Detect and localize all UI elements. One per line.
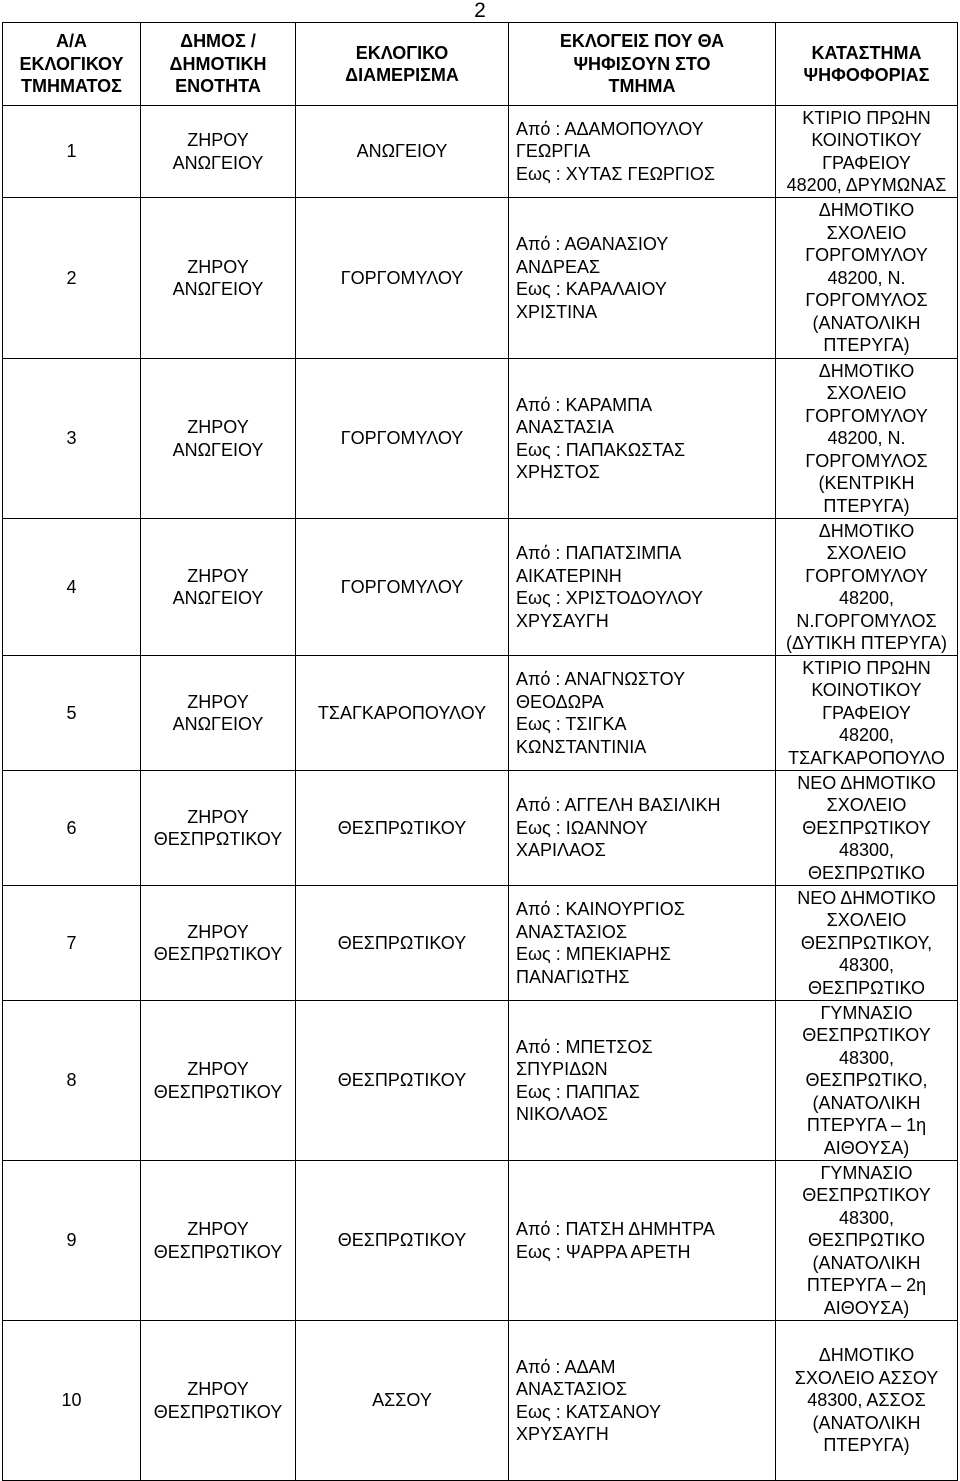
- station-line: (ΑΝΑΤΟΛΙΚΗ: [812, 1252, 921, 1273]
- polling-station-cell: [776, 519, 958, 656]
- voters-line: Εως : ΧΥΤΑΣ ΓΕΩΡΓΙΟΣ: [516, 163, 715, 184]
- polling-station-cell: [776, 198, 958, 359]
- voters-line: Εως : ΠΑΠΠΑΣ: [516, 1081, 640, 1102]
- voters-line: Εως : ΙΩΑΝΝΟΥ: [516, 817, 648, 838]
- station-line: ΘΕΣΠΡΩΤΙΚΟ: [807, 862, 926, 883]
- voters-line: ΣΠΥΡΙΔΩΝ: [516, 1059, 608, 1079]
- voters-line: Από : ΑΝΑΓΝΩΣΤΟΥ: [516, 669, 686, 689]
- electoral-district-cell: ΓΟΡΓΟΜΥΛΟΥ: [296, 198, 509, 359]
- station-line: 48300, ΑΣΣΟΣ: [807, 1390, 926, 1411]
- municipality-cell: [141, 1161, 296, 1321]
- municipality-line: ΘΕΣΠΡΩΤΙΚΟΥ: [153, 1241, 283, 1262]
- municipality-line: ΖΗΡΟΥ: [187, 1379, 249, 1399]
- section-number-cell: 2: [3, 198, 141, 359]
- station-line: ΘΕΣΠΡΩΤΙΚΟ,: [805, 1070, 928, 1091]
- station-line: (ΑΝΑΤΟΛΙΚΗ: [812, 1412, 921, 1433]
- section-number-cell: 8: [3, 1001, 141, 1161]
- polling-station-cell: [776, 1161, 958, 1321]
- station-line: ΑΙΘΟΥΣΑ): [823, 1137, 910, 1158]
- municipality-line: ΘΕΣΠΡΩΤΙΚΟΥ: [153, 944, 283, 964]
- voters-range-cell: [509, 771, 776, 886]
- table-row: [3, 1001, 958, 1161]
- station-line: 48300,: [838, 840, 895, 861]
- station-line: (ΑΝΑΤΟΛΙΚΗ: [812, 1092, 921, 1113]
- municipality-line: ΖΗΡΟΥ: [187, 1219, 249, 1239]
- section-number-cell: 4: [3, 519, 141, 656]
- voters-line: ΑΝΑΣΤΑΣΙΟΣ: [516, 921, 628, 942]
- electoral-district-cell: ΘΕΣΠΡΩΤΙΚΟΥ: [296, 1001, 509, 1161]
- municipality-line: ΑΝΩΓΕΙΟΥ: [172, 279, 264, 299]
- municipality-line: ΖΗΡΟΥ: [187, 691, 249, 712]
- polling-station-cell: [776, 656, 958, 771]
- municipality-line: ΖΗΡΟΥ: [187, 256, 249, 277]
- municipality-line: ΘΕΣΠΡΩΤΙΚΟΥ: [153, 1401, 283, 1422]
- voters-line: ΧΡΗΣΤΟΣ: [516, 462, 600, 482]
- electoral-district-cell: ΘΕΣΠΡΩΤΙΚΟΥ: [296, 771, 509, 886]
- station-line: ΑΙΘΟΥΣΑ): [823, 1297, 910, 1318]
- voters-range-cell: [509, 359, 776, 519]
- station-line: ΘΕΣΠΡΩΤΙΚΟΥ: [802, 1185, 931, 1206]
- polling-station-cell: [776, 1321, 958, 1481]
- station-line: ΓΟΡΓΟΜΥΛΟΥ: [805, 565, 928, 586]
- table-row: [3, 656, 958, 771]
- station-line: ΓΟΡΓΟΜΥΛΟΥ: [805, 405, 928, 426]
- municipality-cell: [141, 359, 296, 519]
- section-number-cell: 5: [3, 656, 141, 771]
- electoral-district-cell: ΑΣΣΟΥ: [296, 1321, 509, 1481]
- voters-line: Από : ΑΓΓΕΛΗ ΒΑΣΙΛΙΚΗ: [516, 795, 721, 816]
- municipality-cell: [141, 656, 296, 771]
- municipality-line: ΖΗΡΟΥ: [187, 417, 249, 437]
- electoral-district-cell: ΘΕΣΠΡΩΤΙΚΟΥ: [296, 886, 509, 1001]
- table-row: [3, 198, 958, 359]
- station-line: 48300,: [838, 1047, 895, 1068]
- voters-line: ΑΝΑΣΤΑΣΙΟΣ: [516, 1379, 628, 1399]
- station-line: (ΑΝΑΤΟΛΙΚΗ: [812, 312, 921, 333]
- voters-range-cell: [509, 886, 776, 1001]
- municipality-line: ΖΗΡΟΥ: [187, 565, 249, 586]
- station-line: ΣΧΟΛΕΙΟ: [826, 222, 907, 243]
- station-line: ΘΕΣΠΡΩΤΙΚΟ: [807, 977, 926, 998]
- station-line: ΣΧΟΛΕΙΟ ΑΣΣΟΥ: [794, 1367, 939, 1388]
- station-line: ΤΣΑΓΚΑΡΟΠΟΥΛΟ: [788, 747, 945, 768]
- table-row: [3, 359, 958, 519]
- station-line: (ΚΕΝΤΡΙΚΗ: [818, 473, 915, 494]
- section-number-cell: 6: [3, 771, 141, 886]
- voters-range-cell: [509, 519, 776, 656]
- header-voters: ΕΚΛΟΓΕΙΣ ΠΟΥ ΘΑ ΨΗΦΙΣΟΥΝ ΣΤΟ ΤΜΗΜΑ: [509, 23, 776, 106]
- polling-station-cell: [776, 1001, 958, 1161]
- section-number-cell: 1: [3, 106, 141, 198]
- station-line: 48200, Ν.: [827, 428, 906, 449]
- station-line: ΓΡΑΦΕΙΟΥ: [822, 152, 911, 173]
- station-line: 48200,: [838, 725, 895, 746]
- voters-line: ΑΝΔΡΕΑΣ: [516, 256, 601, 277]
- voters-line: ΑΝΑΣΤΑΣΙΑ: [516, 417, 614, 437]
- header-row: [3, 23, 958, 106]
- station-line: ΓΥΜΝΑΣΙΟ: [820, 1162, 913, 1183]
- station-line: ΚΤΙΡΙΟ ΠΡΩΗΝ: [802, 657, 931, 678]
- station-line: ΣΧΟΛΕΙΟ: [826, 543, 907, 563]
- header-municipality: ΔΗΜΟΣ / ΔΗΜΟΤΙΚΗ ΕΝΟΤΗΤΑ: [141, 23, 296, 106]
- electoral-district-cell: ΘΕΣΠΡΩΤΙΚΟΥ: [296, 1161, 509, 1321]
- voters-line: Εως : ΧΡΙΣΤΟΔΟΥΛΟΥ: [516, 588, 703, 608]
- header-polling-station: ΚΑΤΑΣΤΗΜΑ ΨΗΦΟΦΟΡΙΑΣ: [776, 23, 958, 106]
- station-line: ΚΤΙΡΙΟ ΠΡΩΗΝ: [802, 107, 931, 128]
- municipality-line: ΑΝΩΓΕΙΟΥ: [172, 588, 264, 608]
- station-line: ΠΤΕΡΥΓΑ – 2η: [806, 1275, 927, 1296]
- station-line: ΘΕΣΠΡΩΤΙΚΟΥ,: [800, 932, 933, 953]
- municipality-cell: [141, 771, 296, 886]
- voters-range-cell: [509, 106, 776, 198]
- station-line: ΣΧΟΛΕΙΟ: [826, 383, 907, 404]
- municipality-cell: [141, 886, 296, 1001]
- electoral-district-cell: ΓΟΡΓΟΜΥΛΟΥ: [296, 359, 509, 519]
- voters-line: ΠΑΝΑΓΙΩΤΗΣ: [516, 966, 630, 987]
- table-row: [3, 771, 958, 886]
- voters-line: ΧΡΥΣΑΥΓΗ: [516, 610, 609, 631]
- voters-range-cell: [509, 1161, 776, 1321]
- station-line: ΣΧΟΛΕΙΟ: [826, 795, 907, 816]
- municipality-cell: [141, 106, 296, 198]
- voters-line: ΧΡΙΣΤΙΝΑ: [516, 301, 598, 322]
- municipality-line: ΑΝΩΓΕΙΟΥ: [172, 439, 264, 460]
- municipality-line: ΖΗΡΟΥ: [187, 1059, 249, 1079]
- municipality-cell: [141, 519, 296, 656]
- municipality-line: ΘΕΣΠΡΩΤΙΚΟΥ: [153, 1081, 283, 1102]
- voters-line: ΘΕΟΔΩΡΑ: [516, 691, 604, 712]
- header-electoral-district: ΕΚΛΟΓΙΚΟ ΔΙΑΜΕΡΙΣΜΑ: [296, 23, 509, 106]
- station-line: 48300,: [838, 955, 895, 976]
- polling-stations-table: [2, 22, 958, 1481]
- municipality-line: ΖΗΡΟΥ: [187, 130, 249, 150]
- station-line: ΓΟΡΓΟΜΥΛΟΣ: [805, 450, 928, 471]
- voters-line: ΝΙΚΟΛΑΟΣ: [516, 1104, 608, 1124]
- voters-line: Από : ΠΑΠΑΤΣΙΜΠΑ: [516, 543, 682, 563]
- municipality-line: ΑΝΩΓΕΙΟΥ: [172, 152, 264, 173]
- voters-line: ΓΕΩΡΓΙΑ: [516, 141, 591, 162]
- station-line: Ν.ΓΟΡΓΟΜΥΛΟΣ: [796, 610, 937, 631]
- voters-line: ΧΑΡΙΛΑΟΣ: [516, 840, 606, 861]
- municipality-line: ΘΕΣΠΡΩΤΙΚΟΥ: [153, 829, 283, 849]
- polling-station-cell: [776, 359, 958, 519]
- electoral-district-cell: ΤΣΑΓΚΑΡΟΠΟΥΛΟΥ: [296, 656, 509, 771]
- voters-line: Εως : ΚΑΡΑΛΑΙΟΥ: [516, 279, 667, 299]
- table-row: [3, 1321, 958, 1481]
- station-line: ΘΕΣΠΡΩΤΙΚΟΥ: [802, 1025, 931, 1046]
- section-number-cell: 10: [3, 1321, 141, 1481]
- station-line: ΔΗΜΟΤΙΚΟ: [818, 520, 915, 541]
- municipality-line: ΖΗΡΟΥ: [187, 921, 249, 942]
- voters-line: ΑΙΚΑΤΕΡΙΝΗ: [516, 565, 622, 586]
- municipality-line: ΖΗΡΟΥ: [187, 806, 249, 827]
- station-line: ΓΟΡΓΟΜΥΛΟΣ: [805, 290, 928, 311]
- voters-line: Από : ΑΔΑΜΟΠΟΥΛΟΥ: [516, 118, 704, 139]
- station-line: ΔΗΜΟΤΙΚΟ: [818, 1345, 915, 1366]
- voters-line: ΧΡΥΣΑΥΓΗ: [516, 1424, 609, 1444]
- voters-line: ΚΩΝΣΤΑΝΤΙΝΙΑ: [516, 736, 647, 757]
- voters-line: Από : ΚΑΡΑΜΠΑ: [516, 394, 653, 415]
- voters-line: Εως : ΜΠΕΚΙΑΡΗΣ: [516, 944, 671, 964]
- voters-range-cell: [509, 656, 776, 771]
- station-line: ΣΧΟΛΕΙΟ: [826, 910, 907, 931]
- station-line: ΝΕΟ ΔΗΜΟΤΙΚΟ: [797, 772, 936, 793]
- station-line: ΓΡΑΦΕΙΟΥ: [822, 702, 911, 723]
- polling-station-cell: [776, 886, 958, 1001]
- section-number-cell: 9: [3, 1161, 141, 1321]
- voters-range-cell: [509, 198, 776, 359]
- municipality-line: ΑΝΩΓΕΙΟΥ: [172, 714, 264, 734]
- voters-line: Εως : ΠΑΠΑΚΩΣΤΑΣ: [516, 439, 686, 460]
- voters-line: Από : ΠΑΤΣΗ ΔΗΜΗΤΡΑ: [516, 1219, 715, 1239]
- station-line: ΠΤΕΡΥΓΑ): [823, 335, 910, 356]
- station-line: 48200, ΔΡΥΜΩΝΑΣ: [786, 175, 947, 195]
- electoral-district-cell: ΑΝΩΓΕΙΟΥ: [296, 106, 509, 198]
- station-line: ΚΟΙΝΟΤΙΚΟΥ: [811, 130, 922, 150]
- station-line: 48300,: [838, 1207, 895, 1228]
- station-line: (ΔΥΤΙΚΗ ΠΤΕΡΥΓΑ): [786, 633, 947, 653]
- station-line: ΠΤΕΡΥΓΑ – 1η: [806, 1115, 927, 1136]
- table-row: [3, 886, 958, 1001]
- voters-range-cell: [509, 1321, 776, 1481]
- voters-line: Από : ΑΔΑΜ: [516, 1356, 616, 1377]
- station-line: ΠΤΕΡΥΓΑ): [823, 495, 910, 516]
- station-line: ΘΕΣΠΡΩΤΙΚΟΥ: [802, 817, 931, 838]
- station-line: ΓΥΜΝΑΣΙΟ: [820, 1002, 913, 1023]
- voters-range-cell: [509, 1001, 776, 1161]
- station-line: ΠΤΕΡΥΓΑ): [823, 1435, 910, 1456]
- section-number-cell: 3: [3, 359, 141, 519]
- station-line: ΚΟΙΝΟΤΙΚΟΥ: [811, 680, 922, 701]
- voters-line: Από : ΑΘΑΝΑΣΙΟΥ: [516, 234, 669, 254]
- table-row: [3, 1161, 958, 1321]
- voters-line: Εως : ΚΑΤΣΑΝΟΥ: [516, 1401, 661, 1422]
- voters-line: Από : ΚΑΙΝΟΥΡΓΙΟΣ: [516, 899, 685, 919]
- station-line: ΘΕΣΠΡΩΤΙΚΟ: [807, 1230, 926, 1251]
- station-line: ΝΕΟ ΔΗΜΟΤΙΚΟ: [797, 887, 936, 908]
- station-line: 48200,: [838, 588, 895, 608]
- electoral-district-cell: ΓΟΡΓΟΜΥΛΟΥ: [296, 519, 509, 656]
- station-line: 48200, Ν.: [827, 267, 906, 288]
- polling-station-cell: [776, 771, 958, 886]
- table-row: [3, 519, 958, 656]
- table-row: [3, 106, 958, 198]
- polling-station-cell: [776, 106, 958, 198]
- station-line: ΔΗΜΟΤΙΚΟ: [818, 360, 915, 381]
- municipality-cell: [141, 198, 296, 359]
- station-line: ΓΟΡΓΟΜΥΛΟΥ: [805, 245, 928, 266]
- page-number: 2: [474, 0, 486, 22]
- municipality-cell: [141, 1001, 296, 1161]
- voters-line: Από : ΜΠΕΤΣΟΣ: [516, 1036, 653, 1057]
- municipality-cell: [141, 1321, 296, 1481]
- voters-line: Εως : ΨΑΡΡΑ ΑΡΕΤΗ: [516, 1241, 691, 1262]
- station-line: ΔΗΜΟΤΙΚΟ: [818, 200, 915, 221]
- voters-line: Εως : ΤΣΙΓΚΑ: [516, 714, 627, 734]
- header-section-number: Α/Α ΕΚΛΟΓΙΚΟΥ ΤΜΗΜΑΤΟΣ: [3, 23, 141, 106]
- section-number-cell: 7: [3, 886, 141, 1001]
